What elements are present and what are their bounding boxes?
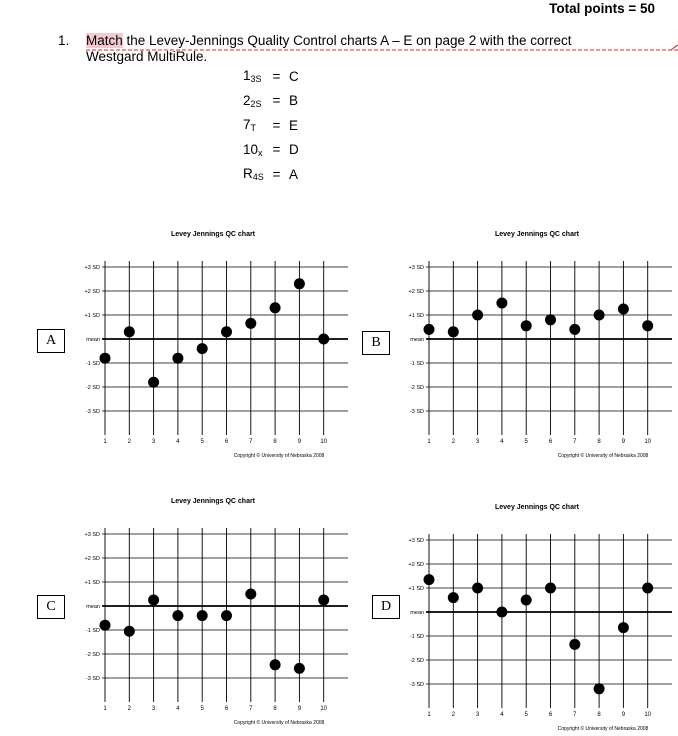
question-text-line2: Westgard MultiRule.: [86, 49, 208, 64]
y-tick-label: mean: [86, 604, 100, 610]
x-tick-label: 7: [573, 712, 577, 718]
x-tick-label: 4: [176, 439, 180, 445]
data-point: [594, 310, 605, 321]
y-tick-label: +1 SD: [408, 313, 424, 319]
x-tick-label: 3: [475, 439, 480, 445]
x-tick-label: 1: [427, 712, 431, 718]
equals-sign: =: [272, 142, 281, 158]
x-tick-label: 4: [500, 439, 504, 445]
rule-code: $10_x$: [243, 141, 263, 158]
y-tick-label: -1 SD: [85, 628, 100, 634]
x-tick-label: 5: [200, 706, 204, 712]
answer-value: E: [289, 117, 299, 133]
data-point: [197, 343, 208, 354]
x-tick-label: 3: [151, 706, 156, 712]
y-tick-label: -1 SD: [409, 361, 424, 367]
copyright-text: Copyright © University of Nebraska 2008: [557, 453, 649, 459]
x-tick-label: 3: [151, 439, 156, 445]
x-tick-label: 8: [273, 439, 277, 445]
y-tick-label: -1 SD: [85, 361, 100, 367]
x-tick-label: 10: [320, 439, 328, 445]
copyright-text: Copyright © University of Nebraska 2008: [557, 726, 649, 732]
x-tick-label: 5: [524, 712, 528, 718]
x-tick-label: 9: [297, 706, 302, 712]
data-point: [318, 334, 329, 345]
highlighted-word: Match: [86, 33, 123, 48]
x-tick-label: 4: [176, 706, 180, 712]
answer-value: C: [289, 68, 299, 84]
y-tick-label: +1 SD: [84, 580, 100, 586]
x-tick-label: 6: [224, 439, 229, 445]
y-tick-label: +3 SD: [408, 538, 424, 544]
data-point: [100, 353, 111, 364]
data-point: [148, 377, 159, 388]
y-tick-label: +2 SD: [84, 289, 100, 295]
data-point: [270, 659, 281, 670]
chart-label-a: A: [37, 329, 65, 353]
x-tick-label: 5: [524, 439, 528, 445]
x-tick-label: 7: [249, 706, 253, 712]
y-tick-label: +3 SD: [84, 265, 100, 271]
equals-sign: =: [272, 93, 281, 109]
answer-row: [243, 138, 299, 163]
rule-code: $7_T$: [243, 117, 257, 134]
data-point: [172, 610, 183, 621]
chart-c: [68, 492, 358, 730]
y-tick-label: -2 SD: [409, 385, 424, 391]
data-point: [294, 663, 305, 674]
data-point: [569, 324, 580, 335]
x-tick-label: 8: [597, 712, 601, 718]
x-tick-label: 6: [548, 439, 553, 445]
y-tick-label: -3 SD: [85, 409, 100, 415]
y-tick-label: +1 SD: [408, 586, 424, 592]
chart-title: Levey Jennings QC chart: [494, 504, 580, 511]
equals-sign: =: [272, 166, 281, 182]
data-point: [424, 574, 435, 585]
x-tick-label: 2: [127, 706, 131, 712]
data-point: [294, 278, 305, 289]
x-tick-label: 1: [103, 706, 107, 712]
y-tick-label: -2 SD: [409, 658, 424, 664]
y-tick-label: +3 SD: [84, 532, 100, 538]
data-point: [472, 310, 483, 321]
x-tick-label: 6: [224, 706, 229, 712]
data-point: [245, 589, 256, 600]
chart-label-b: B: [362, 331, 390, 355]
x-tick-label: 1: [103, 439, 107, 445]
rule-code: $R_{4S}$: [243, 166, 264, 183]
chart-label-d: D: [372, 595, 400, 619]
data-point: [545, 314, 556, 325]
answer-value: D: [289, 142, 299, 158]
x-tick-label: 4: [500, 712, 504, 718]
x-tick-label: 2: [127, 439, 131, 445]
data-point: [569, 639, 580, 650]
y-tick-label: +2 SD: [408, 562, 424, 568]
x-tick-label: 5: [200, 439, 204, 445]
data-point: [148, 595, 159, 606]
data-point: [100, 620, 111, 631]
y-tick-label: -2 SD: [85, 385, 100, 391]
chart-a: [68, 225, 358, 463]
x-tick-label: 7: [573, 439, 577, 445]
y-tick-label: mean: [410, 337, 424, 343]
x-tick-label: 1: [427, 439, 431, 445]
chart-b: [392, 225, 678, 463]
data-point: [594, 683, 605, 694]
equals-sign: =: [272, 68, 281, 84]
answer-row: [243, 64, 299, 89]
spellcheck-underline: [86, 44, 678, 54]
y-tick-label: -1 SD: [409, 634, 424, 640]
answer-row: [243, 113, 299, 138]
x-tick-label: 10: [320, 706, 328, 712]
data-point: [221, 326, 232, 337]
answer-value: A: [289, 166, 299, 182]
y-tick-label: -2 SD: [85, 652, 100, 658]
x-tick-label: 7: [249, 439, 253, 445]
y-tick-label: +2 SD: [408, 289, 424, 295]
y-tick-label: mean: [86, 337, 100, 343]
y-tick-label: +3 SD: [408, 265, 424, 271]
chart-title: Levey Jennings QC chart: [170, 231, 256, 238]
answer-value: B: [289, 93, 299, 109]
data-point: [448, 592, 459, 603]
y-tick-label: -3 SD: [85, 676, 100, 682]
rule-code: $2_{2S}$: [243, 92, 262, 109]
answer-row: [243, 162, 299, 187]
total-points: Total points = 50: [549, 1, 655, 16]
y-tick-label: -3 SD: [409, 409, 424, 415]
x-tick-label: 10: [644, 439, 652, 445]
y-tick-label: mean: [410, 610, 424, 616]
x-tick-label: 3: [475, 712, 480, 718]
chart-d: [392, 498, 678, 736]
x-tick-label: 9: [621, 712, 626, 718]
data-point: [472, 583, 483, 594]
data-point: [521, 320, 532, 331]
question-number: 1.: [58, 33, 70, 48]
data-point: [521, 595, 532, 606]
data-point: [221, 610, 232, 621]
data-point: [124, 626, 135, 637]
x-tick-label: 8: [597, 439, 601, 445]
data-point: [172, 353, 183, 364]
x-tick-label: 2: [451, 712, 455, 718]
y-tick-label: +1 SD: [84, 313, 100, 319]
data-point: [424, 324, 435, 335]
chart-label-c: C: [37, 595, 65, 619]
data-point: [270, 302, 281, 313]
data-point: [618, 622, 629, 633]
x-tick-label: 9: [621, 439, 626, 445]
data-point: [618, 304, 629, 315]
data-point: [496, 298, 507, 309]
y-tick-label: +2 SD: [84, 556, 100, 562]
data-point: [448, 326, 459, 337]
x-tick-label: 9: [297, 439, 302, 445]
equals-sign: =: [272, 117, 281, 133]
rule-code: $1_{3S}$: [243, 68, 262, 85]
answer-row: [243, 89, 299, 114]
chart-title: Levey Jennings QC chart: [494, 231, 580, 238]
answer-list: [243, 64, 299, 187]
data-point: [545, 583, 556, 594]
x-tick-label: 2: [451, 439, 455, 445]
x-tick-label: 6: [548, 712, 553, 718]
chart-title: Levey Jennings QC chart: [170, 498, 256, 505]
data-point: [496, 607, 507, 618]
y-tick-label: -3 SD: [409, 682, 424, 688]
data-point: [245, 318, 256, 329]
data-point: [197, 610, 208, 621]
copyright-text: Copyright © University of Nebraska 2008: [233, 720, 325, 726]
x-tick-label: 8: [273, 706, 277, 712]
data-point: [318, 595, 329, 606]
data-point: [124, 326, 135, 337]
data-point: [642, 583, 653, 594]
question-text-rest: the Levey-Jennings Quality Control charts A – E on page 2 with the correct: [122, 33, 572, 48]
copyright-text: Copyright © University of Nebraska 2008: [233, 453, 325, 459]
data-point: [642, 320, 653, 331]
x-tick-label: 10: [644, 712, 652, 718]
